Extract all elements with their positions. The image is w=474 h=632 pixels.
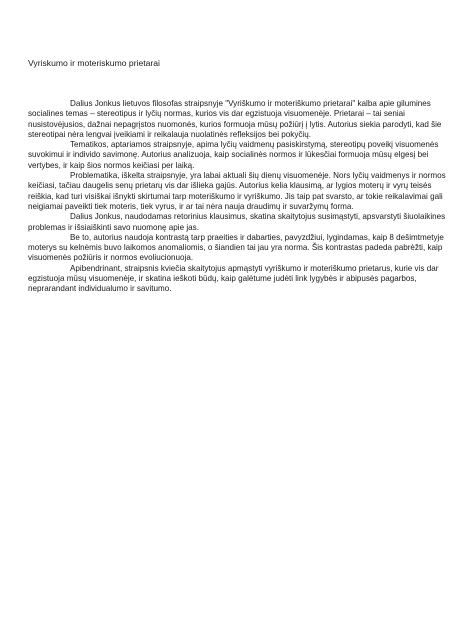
paragraph-intro: Dalius Jonkus lietuvos filosofas straipsnyje "Vyriškumo ir moteriškumo prietarai" kalba apie gilumines socialines temas – stereotipus ir lyčių normas, kurios vis dar egzistuoja visuomenėje. Prietarai – tai seniai nusistovėjusios, dažnai nepagrįstos nuomonės, kurios formuoja mūsų požiūrį į lytis. Autorius siekia parodyti, kad šie stereotipai nėra lengvai įveikiami ir reikalauja nuolatinės refleksijos bei pokyčių. bbox=[28, 99, 442, 139]
paragraph-rhetoric: Dalius Jonkus, naudodamas retorinius klausimus, skatina skaitytojus susimąstyti, apsvarstyti šiuolaikines problemas ir išsiaiškinti savo nuomonę apie jas. bbox=[28, 212, 446, 232]
paragraph-conclusion: Apibendrinant, straipsnis kviečia skaitytojus apmąstyti vyriškumo ir moteriškumo prietarus, kurie vis dar egzistuoja mūsų visuomenėje, ir skatina ieškoti būdų, kaip galėtume judėti link lygybės ir abipusės pagarbos, neprarandant individualumo ir savitumo. bbox=[28, 263, 439, 294]
document-title: Vyriskumo ir moteriskumo prietarai bbox=[28, 58, 160, 68]
document-body bbox=[28, 99, 446, 295]
paragraph-problems: Problematika, iškelta straipsnyje, yra labai aktuali šių dienų visuomenėje. Nors lyčių vaidmenys ir normos keičiasi, tačiau daugelis senų prietarų vis dar išlieka gajūs. Autorius kelia klausimą, ar lygios moterų ir vyrų teisės reiškia, kad turi visiškai išnykti skirtumai tarp moteriškumo ir vyriškumo. Jis taip pat svarsto, ar tokie reikalavimai gali neigiamai paveikti tiek moteris, tiek vyrus, ir ar tai nėra nauja draudimų ir suvaržymų forma. bbox=[28, 171, 446, 211]
paragraph-topics: Tematikos, aptariamos straipsnyje, apima lyčių vaidmenų pasiskirstymą, stereotipų poveikį visuomenės suvokimui ir individo savimonę. Autorius analizuoja, kaip socialinės normos ir lūkesčiai formuoja mūsų elgesį bei vertybes, ir kaip šios normos keičiasi per laiką. bbox=[28, 140, 439, 170]
paragraph-contrast: Be to, autorius naudoja kontrastą tarp praeities ir dabarties, pavyzdžiui, lygindamas, kaip 8 dešimtmetyje moterys su kelnėmis buvo laikomos anomaliomis, o šiandien tai jau yra norma. Šis kontrastas padeda pabrėžti, kaip visuomenės požiūris ir normos evoliucionuoja. bbox=[28, 232, 444, 263]
